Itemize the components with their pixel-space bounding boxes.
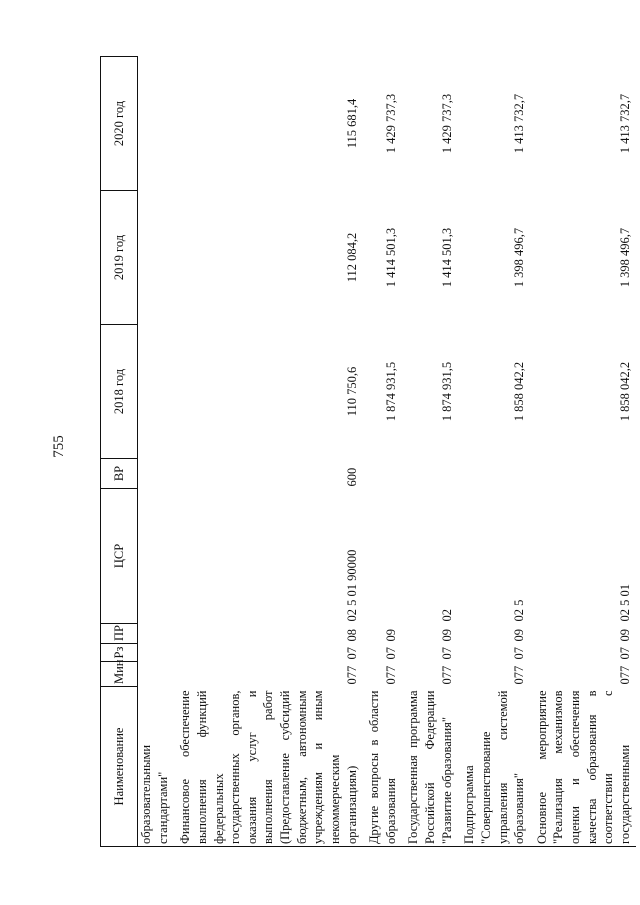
table-row bbox=[173, 57, 362, 847]
table-row bbox=[138, 57, 174, 847]
row-csr: 02 bbox=[439, 609, 454, 622]
row-pr: 09 bbox=[512, 629, 527, 642]
row-2019: 1 414 501,3 bbox=[383, 227, 398, 288]
row-min: 077 bbox=[344, 665, 359, 685]
row-2020 bbox=[138, 57, 174, 191]
row-rz: 07 bbox=[512, 647, 527, 660]
table-row bbox=[530, 57, 636, 847]
row-min: 077 bbox=[617, 665, 632, 685]
row-vr bbox=[457, 459, 530, 489]
header-min: Мин bbox=[101, 662, 138, 687]
row-vr bbox=[362, 459, 401, 489]
row-pr: 09 bbox=[439, 629, 454, 642]
row-csr: 02 5 01 bbox=[617, 584, 632, 622]
row-2018: 1 858 042,2 bbox=[512, 361, 527, 422]
row-2020: 1 413 732,7 bbox=[512, 93, 527, 154]
row-vr bbox=[138, 459, 174, 489]
row-rz: 07 bbox=[617, 647, 632, 660]
row-rz: 07 bbox=[344, 647, 359, 660]
row-name: образовательными стандартами" bbox=[138, 687, 174, 847]
row-pr: 09 bbox=[617, 629, 632, 642]
header-2018: 2018 год bbox=[101, 325, 138, 459]
row-vr: 600 bbox=[344, 467, 359, 487]
row-csr: 02 5 bbox=[512, 599, 527, 622]
table-row bbox=[457, 57, 530, 847]
row-min: 077 bbox=[383, 665, 398, 685]
row-2019 bbox=[138, 191, 174, 325]
row-2019: 1 414 501,3 bbox=[439, 227, 454, 288]
row-name: Финансовое обеспечение выполнения функций федеральных государственных органов, оказания услуг и выполнения работ (Предоставление субсидий бюджетным, автономным учреждениям и иным некоммерческим организациям) bbox=[173, 687, 362, 847]
header-rz: Рз bbox=[101, 644, 138, 662]
row-vr bbox=[530, 459, 636, 489]
row-name: Другие вопросы в области образования bbox=[362, 687, 401, 847]
row-2019: 1 398 496,7 bbox=[512, 227, 527, 288]
row-csr bbox=[138, 489, 174, 624]
row-2018: 1 874 931,5 bbox=[383, 361, 398, 422]
row-name: Основное мероприятие "Реализация механизмов оценки и обеспечения качества образования в соответствии с государственными bbox=[530, 687, 636, 847]
row-pr bbox=[138, 624, 174, 644]
row-2018: 1 874 931,5 bbox=[439, 361, 454, 422]
row-min: 077 bbox=[512, 665, 527, 685]
row-2018 bbox=[138, 325, 174, 459]
row-2020: 115 681,4 bbox=[344, 98, 359, 149]
row-rz bbox=[138, 644, 174, 662]
table-header bbox=[101, 57, 138, 847]
row-2019: 1 398 496,7 bbox=[617, 227, 632, 288]
row-pr: 09 bbox=[383, 629, 398, 642]
row-rz: 07 bbox=[383, 647, 398, 660]
row-pr: 08 bbox=[344, 629, 359, 642]
row-2018: 1 858 042,2 bbox=[617, 361, 632, 422]
rotated-table-wrapper bbox=[100, 57, 638, 847]
table-body bbox=[138, 57, 636, 847]
row-name: Подпрограмма "Совершенствование управления системой образования" bbox=[457, 687, 530, 847]
row-min: 077 bbox=[439, 665, 454, 685]
row-2020: 1 413 732,7 bbox=[617, 93, 632, 154]
row-vr bbox=[401, 459, 457, 489]
table-row bbox=[401, 57, 457, 847]
table-row bbox=[362, 57, 401, 847]
row-2020: 1 429 737,3 bbox=[439, 93, 454, 154]
budget-table bbox=[100, 56, 636, 847]
header-csr: ЦСР bbox=[101, 489, 138, 624]
row-min bbox=[138, 662, 174, 687]
row-rz: 07 bbox=[439, 647, 454, 660]
page-number: 755 bbox=[50, 435, 67, 458]
row-csr: 02 5 01 90000 bbox=[344, 549, 359, 622]
header-vr: ВР bbox=[101, 459, 138, 489]
header-2020: 2020 год bbox=[101, 57, 138, 191]
row-2018: 110 750,6 bbox=[344, 366, 359, 417]
header-pr: ПР bbox=[101, 624, 138, 644]
row-csr bbox=[362, 489, 401, 624]
header-2019: 2019 год bbox=[101, 191, 138, 325]
row-2020: 1 429 737,3 bbox=[383, 93, 398, 154]
row-2019: 112 084,2 bbox=[344, 232, 359, 283]
header-name: Наименование bbox=[101, 687, 138, 847]
row-name: Государственная программа Российской Федерации "Развитие образования" bbox=[401, 687, 457, 847]
